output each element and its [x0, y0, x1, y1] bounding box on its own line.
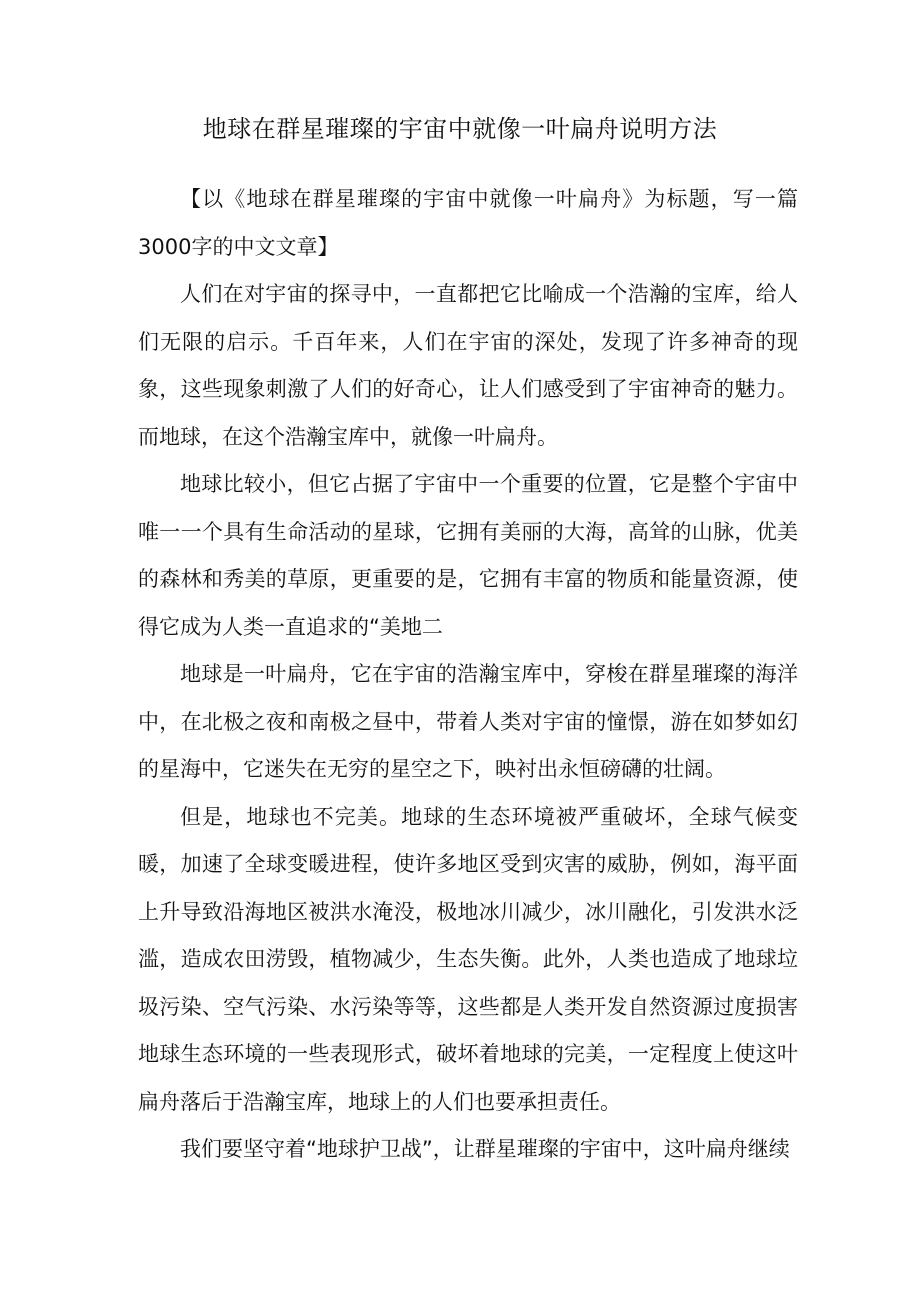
paragraph-environment: 但是，地球也不完美。地球的生态环境被严重破坏，全球气候变暖，加速了全球变暖进程，使许多地区受到灾害的威胁，例如，海平面上升导致沿海地区被洪水淹没，极地冰川减少，冰川融化，引发洪水泛滥，造成农田涝毁，植物减少，生态失衡。此外，人类也造成了地球垃圾污染、空气污染、水污染等等，这些都是人类开发自然资源过度损害地球生态环境的一些表现形式，破坏着地球的完美，一定程度上使这叶扁舟落后于浩瀚宝库，地球上的人们也要承担责任。 — [138, 804, 798, 1114]
paragraph-protection: 我们要坚守着“地球护卫战”，让群星璀璨的宇宙中，这叶扁舟继续 — [180, 1137, 790, 1161]
paragraph-intro: 人们在对宇宙的探寻中，一直都把它比喻成一个浩瀚的宝库，给人们无限的启示。千百年来，人们在宇宙的深处，发现了许多神奇的现象，这些现象刺激了人们的好奇心，让人们感受到了宇宙神奇的魅力。而地球，在这个浩瀚宝库中，就像一叶扁舟。 — [138, 282, 798, 449]
paragraph-earth-boat: 地球是一叶扁舟，它在宇宙的浩瀚宝库中，穿梭在群星璀璨的海洋中，在北极之夜和南极之昼中，带着人类对宇宙的憧憬，游在如梦如幻的星海中，它迷失在无穷的星空之下，映衬出永恒磅礴的壮阔。 — [138, 662, 798, 781]
paragraph-prompt: 【以《地球在群星璀璨的宇宙中就像一叶扁舟》为标题，写一篇3000字的中文文章】 — [138, 187, 798, 259]
paragraph-earth-unique: 地球比较小，但它占据了宇宙中一个重要的位置，它是整个宇宙中唯一一个具有生命活动的星球，它拥有美丽的大海，高耸的山脉，优美的森林和秀美的草原，更重要的是，它拥有丰富的物质和能量资源，使得它成为人类一直追求的“美地二 — [138, 472, 798, 639]
document-body — [138, 176, 798, 1174]
document-title: 地球在群星璀璨的宇宙中就像一叶扁舟说明方法 — [202, 115, 718, 143]
